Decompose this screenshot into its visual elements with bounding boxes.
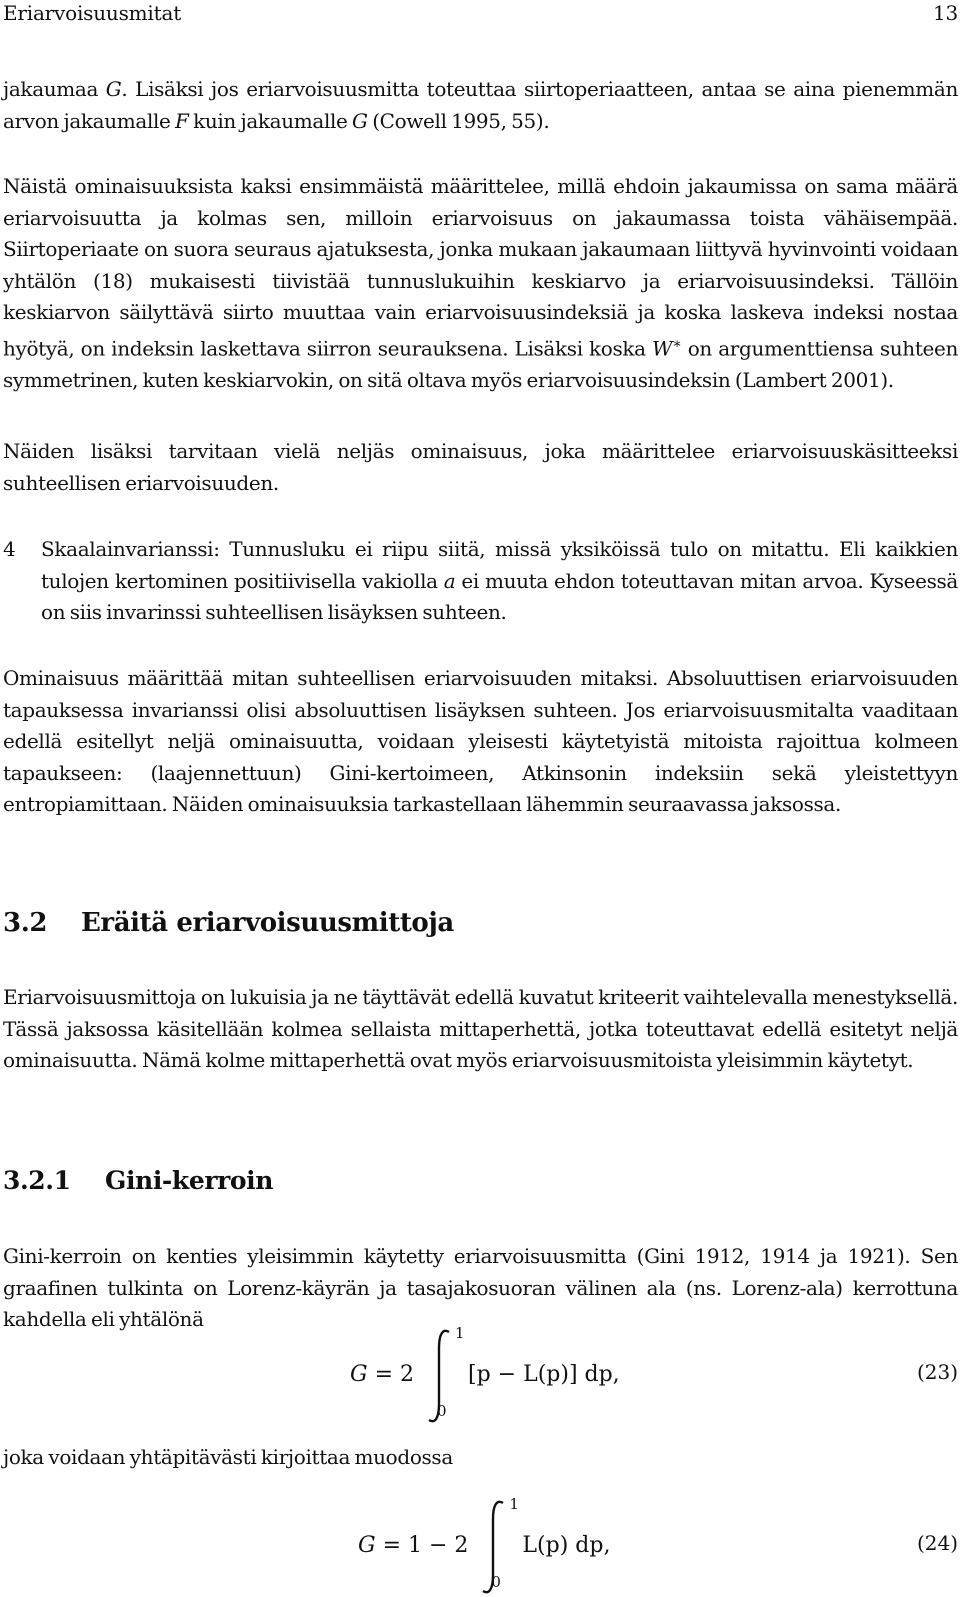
section-number: 3.2 [3, 908, 48, 938]
page-number: 13 [932, 1, 958, 25]
paragraph-4: Ominaisuus määrittää mitan suhteellisen eriarvoisuuden mitaksi. Absoluuttisen eriarvoisuuden tapauksessa invarianssi olisi absoluuttisen lisäyksen suhteen. Jos eriarvoisuusmitalta vaaditaan edellä esitellyt neljä ominaisuutta, voidaan yleisesti käytetyistä mitoista rajoittua kolmeen tapaukseen: (laajennettuun) Gini-kertoimeen, Atkinsonin indeksiin sekä yleistettyyn entropiamittaan. Näiden ominaisuuksia tarkastellaan lähemmin seuraavassa jaksossa. [3, 666, 958, 816]
integral-lower-limit: 0 [491, 1573, 501, 1591]
math-F: F [175, 108, 189, 133]
paragraph-7: joka voidaan yhtäpitävästi kirjoittaa muodossa [3, 1445, 453, 1469]
math-G: G [105, 77, 122, 101]
math-G: G [352, 108, 368, 133]
property-4-item: 4 Skaalainvarianssi: Tunnusluku ei riipu siitä, missä yksiköissä tulo on mitattu. Eli kaikkien tulojen kertominen positiivisella vakiolla a ei muuta ehdon toteuttavan mitan arvoa. Kyseessä on siis invarinssi suhteellisen lisäyksen suhteen. [41, 534, 958, 629]
equation-label: (23) [916, 1360, 958, 1384]
paragraph-3: Näiden lisäksi tarvitaan vielä neljäs ominaisuus, joka määrittelee eriarvoisuuskäsitteeksi suhteellisen eriarvoisuuden. [3, 439, 958, 495]
equation-23: G = 2 1 0 [p − L(p)] dp, (23) [350, 1324, 958, 1420]
integrand: L(p) dp, [522, 1533, 611, 1558]
math-G: G [350, 1362, 368, 1387]
subsection-number: 3.2.1 [3, 1166, 71, 1195]
paragraph-6: Gini-kerroin on kenties yleisimmin käytetty eriarvoisuusmitta (Gini 1912, 1914 ja 1921). Sen graafinen tulkinta on Lorenz-käyrän ja tasajakosuoran välinen ala (ns. Lorenz-ala) kerrottuna kahdella eli yhtälönä [3, 1244, 958, 1331]
integral-lower-limit: 0 [437, 1402, 447, 1420]
integral-upper-limit: 1 [455, 1324, 465, 1342]
math-star: ∗ [672, 335, 682, 352]
subsection-title: Gini-kerroin [105, 1166, 274, 1195]
section-heading [3, 906, 958, 940]
integral-sign [421, 1324, 465, 1420]
paragraph-1: jakaumaa G. Lisäksi jos eriarvoisuusmitta toteuttaa siirtoperiaatteen, antaa se aina pienemmän arvon jakaumalle F kuin jakaumalle G (Cowell 1995, 55). [3, 77, 959, 133]
section-title: Eräitä eriarvoisuusmittoja [81, 908, 454, 938]
math-G: G [358, 1533, 376, 1558]
paragraph-2: Näistä ominaisuuksista kaksi ensimmäistä määrittelee, millä ehdoin jakaumissa on sama määrä eriarvoisuutta ja kolmas sen, milloin eriarvoisuus on jakaumassa toista vähäisempää. Siirtoperiaate on suora seuraus ajatuksesta, jonka mukaan jakaumaan liittyvä hyvinvointi voidaan yhtälön (18) mukaisesti tiivistää tunnuslukuihin keskiarvo ja eriarvoisuusindeksi. Tällöin keskiarvon säilyttävä siirto muuttaa vain eriarvoisuusindeksiä ja koska laskeva indeksi nostaa hyötyä, on indeksin laskettava siirron seurauksena. Lisäksi koska W∗ on argumenttiensa suhteen symmetrinen, kuten keskiarvokin, on sitä oltava myös eriarvoisuusindeksin (Lambert 2001). [3, 174, 959, 392]
running-header [3, 0, 958, 26]
header-title: Eriarvoisuusmitat [3, 1, 182, 25]
math-W: W [652, 336, 673, 361]
paragraph-5: Eriarvoisuusmittoja on lukuisia ja ne täyttävät edellä kuvatut kriteerit vaihtelevalla menestyksellä. Tässä jaksossa käsitellään kolmea sellaista mittaperhettä, jotka toteuttavat edellä esitetyt neljä ominaisuutta. Nämä kolme mittaperhettä ovat myös eriarvoisuusmitoista yleisimmin käytetyt. [3, 985, 958, 1072]
integral-upper-limit: 1 [509, 1495, 519, 1513]
math-a: a [443, 568, 456, 593]
item-number: 4 [3, 537, 16, 561]
integrand: [p − L(p)] dp, [468, 1362, 620, 1387]
equation-label: (24) [916, 1531, 958, 1555]
equation-24: G = 1 − 2 1 0 L(p) dp, (24) [358, 1495, 958, 1591]
integral-sign [475, 1495, 519, 1591]
subsection-heading [3, 1164, 958, 1198]
